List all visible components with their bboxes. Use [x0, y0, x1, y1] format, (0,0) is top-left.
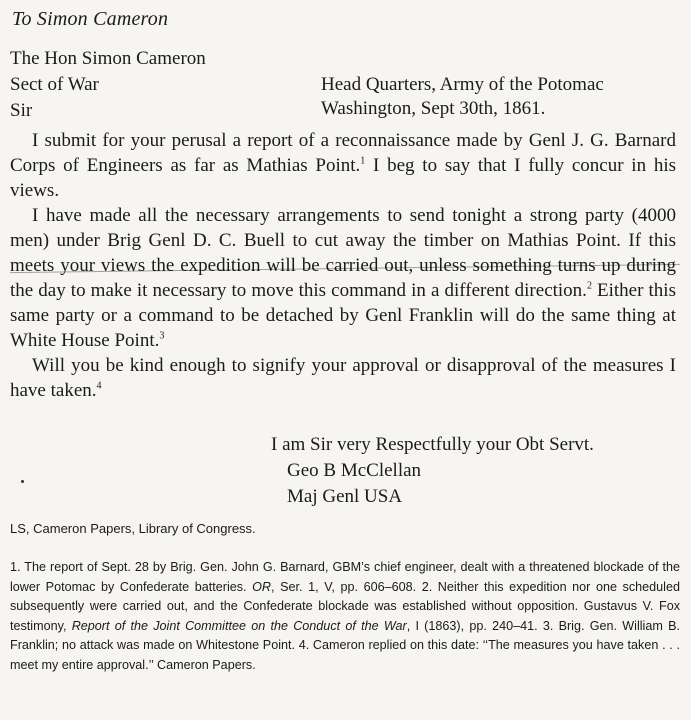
- footnote-3: 3. Brig. Gen. William B. Franklin; no attack was made on Whitestone Point.: [10, 618, 680, 653]
- footnote-2-end: , I (1863), pp. 240–41.: [406, 618, 543, 633]
- paragraph-1-text: I submit for your perusal a report of a reconnaissance made by Genl J. G. Barnard Corps of Engineers as far as Mathias Point.: [10, 130, 676, 176]
- paragraph-3-text: Will you be kind enough to signify your approval or disapproval of the measures I have taken.: [10, 355, 676, 401]
- letter-date: Washington, Sept 30th, 1861.: [321, 98, 546, 119]
- address-line-1: The Hon Simon Cameron: [10, 48, 206, 69]
- note-ref-2: 2: [586, 280, 592, 292]
- letter-heading: To Simon Cameron: [12, 8, 169, 30]
- ink-speck: [21, 480, 24, 483]
- paragraph-3: [10, 353, 676, 403]
- note-ref-3: 3: [159, 330, 165, 342]
- paragraph-1: [10, 128, 676, 203]
- footnote-4: 4. Cameron replied on this date: ‘‘The measures you have taken . . . meet my entire approval.’’ Cameron Papers.: [10, 638, 680, 672]
- footnote-1-or: OR: [252, 579, 272, 594]
- source-citation: LS, Cameron Papers, Library of Congress.: [10, 521, 256, 536]
- closing-line-1: I am Sir very Respectfully your Obt Servt.: [271, 434, 594, 455]
- address-line-3: Sir: [10, 100, 33, 121]
- note-ref-4: 4: [96, 380, 102, 392]
- paragraph-2-mid: Either this same party or a command to be detached by Genl Franklin will do the same thing at White House Point.: [10, 280, 676, 351]
- letter-place: Head Quarters, Army of the Potomac: [321, 74, 604, 95]
- note-ref-1: 1: [360, 155, 366, 167]
- paragraph-1-end: I beg to say that I fully concur in his views.: [10, 155, 676, 201]
- signature-name: Geo B McClellan: [287, 460, 422, 481]
- signature-rank: Maj Genl USA: [287, 486, 403, 507]
- address-line-2: Sect of War: [10, 74, 99, 95]
- footnote-1: 1. The report of Sept. 28 by Brig. Gen. John G. Barnard, GBM’s chief engineer, dealt with a threatened blockade of the lower Potomac by Confederate batteries.: [10, 560, 680, 594]
- footnote-1-end: , Ser. 1, V, pp. 606–608.: [271, 579, 422, 594]
- footnotes: [10, 558, 680, 676]
- footnote-2-title: Report of the Joint Committee on the Conduct of the War: [71, 618, 407, 633]
- footnote-2: 2. Neither this expedition nor one scheduled subsequently were carried out, and the Confederate blockade was established without opposition. Gustavus V. Fox testimony,: [10, 579, 680, 633]
- paragraph-2: [10, 203, 676, 353]
- paragraph-2-text: I have made all the necessary arrangements to send tonight a strong party (4000 men) under Brig Genl D. C. Buell to cut away the timber on Mathias Point. If this meets your views the expedition will be carried out, unless something turns up during the day to make it necessary to move this command in a different direction.: [10, 205, 676, 301]
